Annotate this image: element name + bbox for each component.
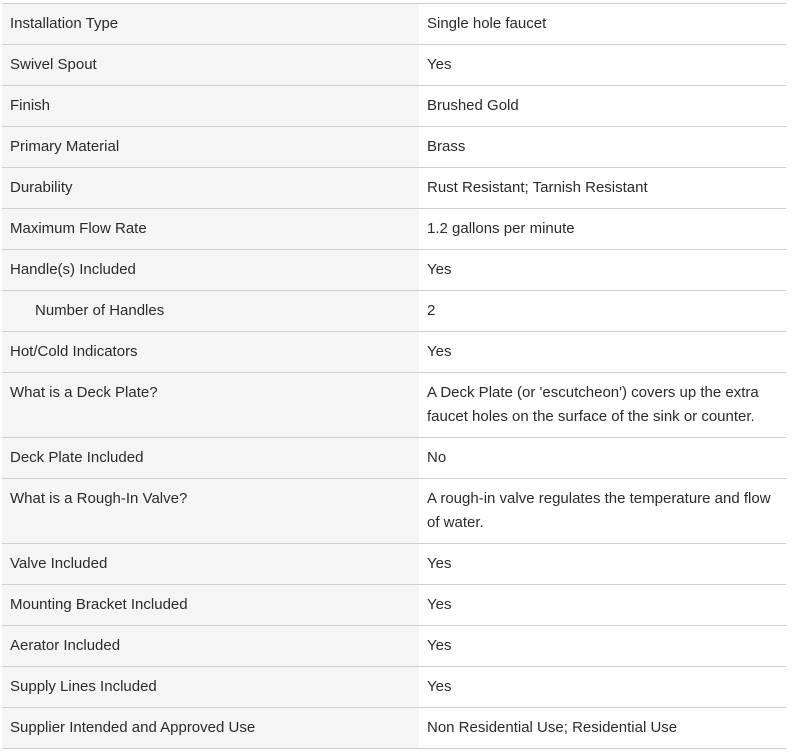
spec-row [2, 209, 786, 250]
spec-row [2, 667, 786, 708]
spec-value: Yes [419, 45, 786, 86]
spec-value: Yes [419, 626, 786, 667]
spec-row [2, 585, 786, 626]
spec-row [2, 250, 786, 291]
spec-label: Supply Lines Included [2, 667, 419, 708]
spec-value: Non Residential Use; Residential Use [419, 708, 786, 749]
spec-row [2, 4, 786, 45]
spec-row [2, 127, 786, 168]
spec-value: Brushed Gold [419, 86, 786, 127]
spec-label: What is a Rough-In Valve? [2, 479, 419, 544]
specifications-table [2, 3, 786, 749]
spec-label: Handle(s) Included [2, 250, 419, 291]
spec-label: Deck Plate Included [2, 438, 419, 479]
spec-label: Installation Type [2, 4, 419, 45]
spec-label: Valve Included [2, 544, 419, 585]
spec-value: Yes [419, 544, 786, 585]
spec-value: Yes [419, 332, 786, 373]
spec-row [2, 438, 786, 479]
spec-label: Mounting Bracket Included [2, 585, 419, 626]
spec-row [2, 373, 786, 438]
spec-label: Aerator Included [2, 626, 419, 667]
spec-sublabel: Number of Handles [2, 291, 419, 332]
specifications-body [2, 4, 786, 749]
spec-value: Yes [419, 585, 786, 626]
spec-value: Yes [419, 667, 786, 708]
spec-value: No [419, 438, 786, 479]
spec-value: Brass [419, 127, 786, 168]
spec-label: Durability [2, 168, 419, 209]
spec-value: 2 [419, 291, 786, 332]
spec-row [2, 45, 786, 86]
spec-row [2, 86, 786, 127]
spec-value: Yes [419, 250, 786, 291]
spec-label: Hot/Cold Indicators [2, 332, 419, 373]
spec-row [2, 168, 786, 209]
spec-value: A rough-in valve regulates the temperature and flow of water. [419, 479, 786, 544]
spec-label: Swivel Spout [2, 45, 419, 86]
spec-value: Single hole faucet [419, 4, 786, 45]
spec-row [2, 708, 786, 749]
spec-value: 1.2 gallons per minute [419, 209, 786, 250]
spec-label: Maximum Flow Rate [2, 209, 419, 250]
spec-label: Primary Material [2, 127, 419, 168]
spec-row [2, 544, 786, 585]
spec-label: What is a Deck Plate? [2, 373, 419, 438]
spec-row [2, 626, 786, 667]
spec-value: A Deck Plate (or 'escutcheon') covers up the extra faucet holes on the surface of the sink or counter. [419, 373, 786, 438]
spec-row [2, 332, 786, 373]
spec-row [2, 479, 786, 544]
spec-label: Supplier Intended and Approved Use [2, 708, 419, 749]
spec-value: Rust Resistant; Tarnish Resistant [419, 168, 786, 209]
spec-row [2, 291, 786, 332]
spec-label: Finish [2, 86, 419, 127]
